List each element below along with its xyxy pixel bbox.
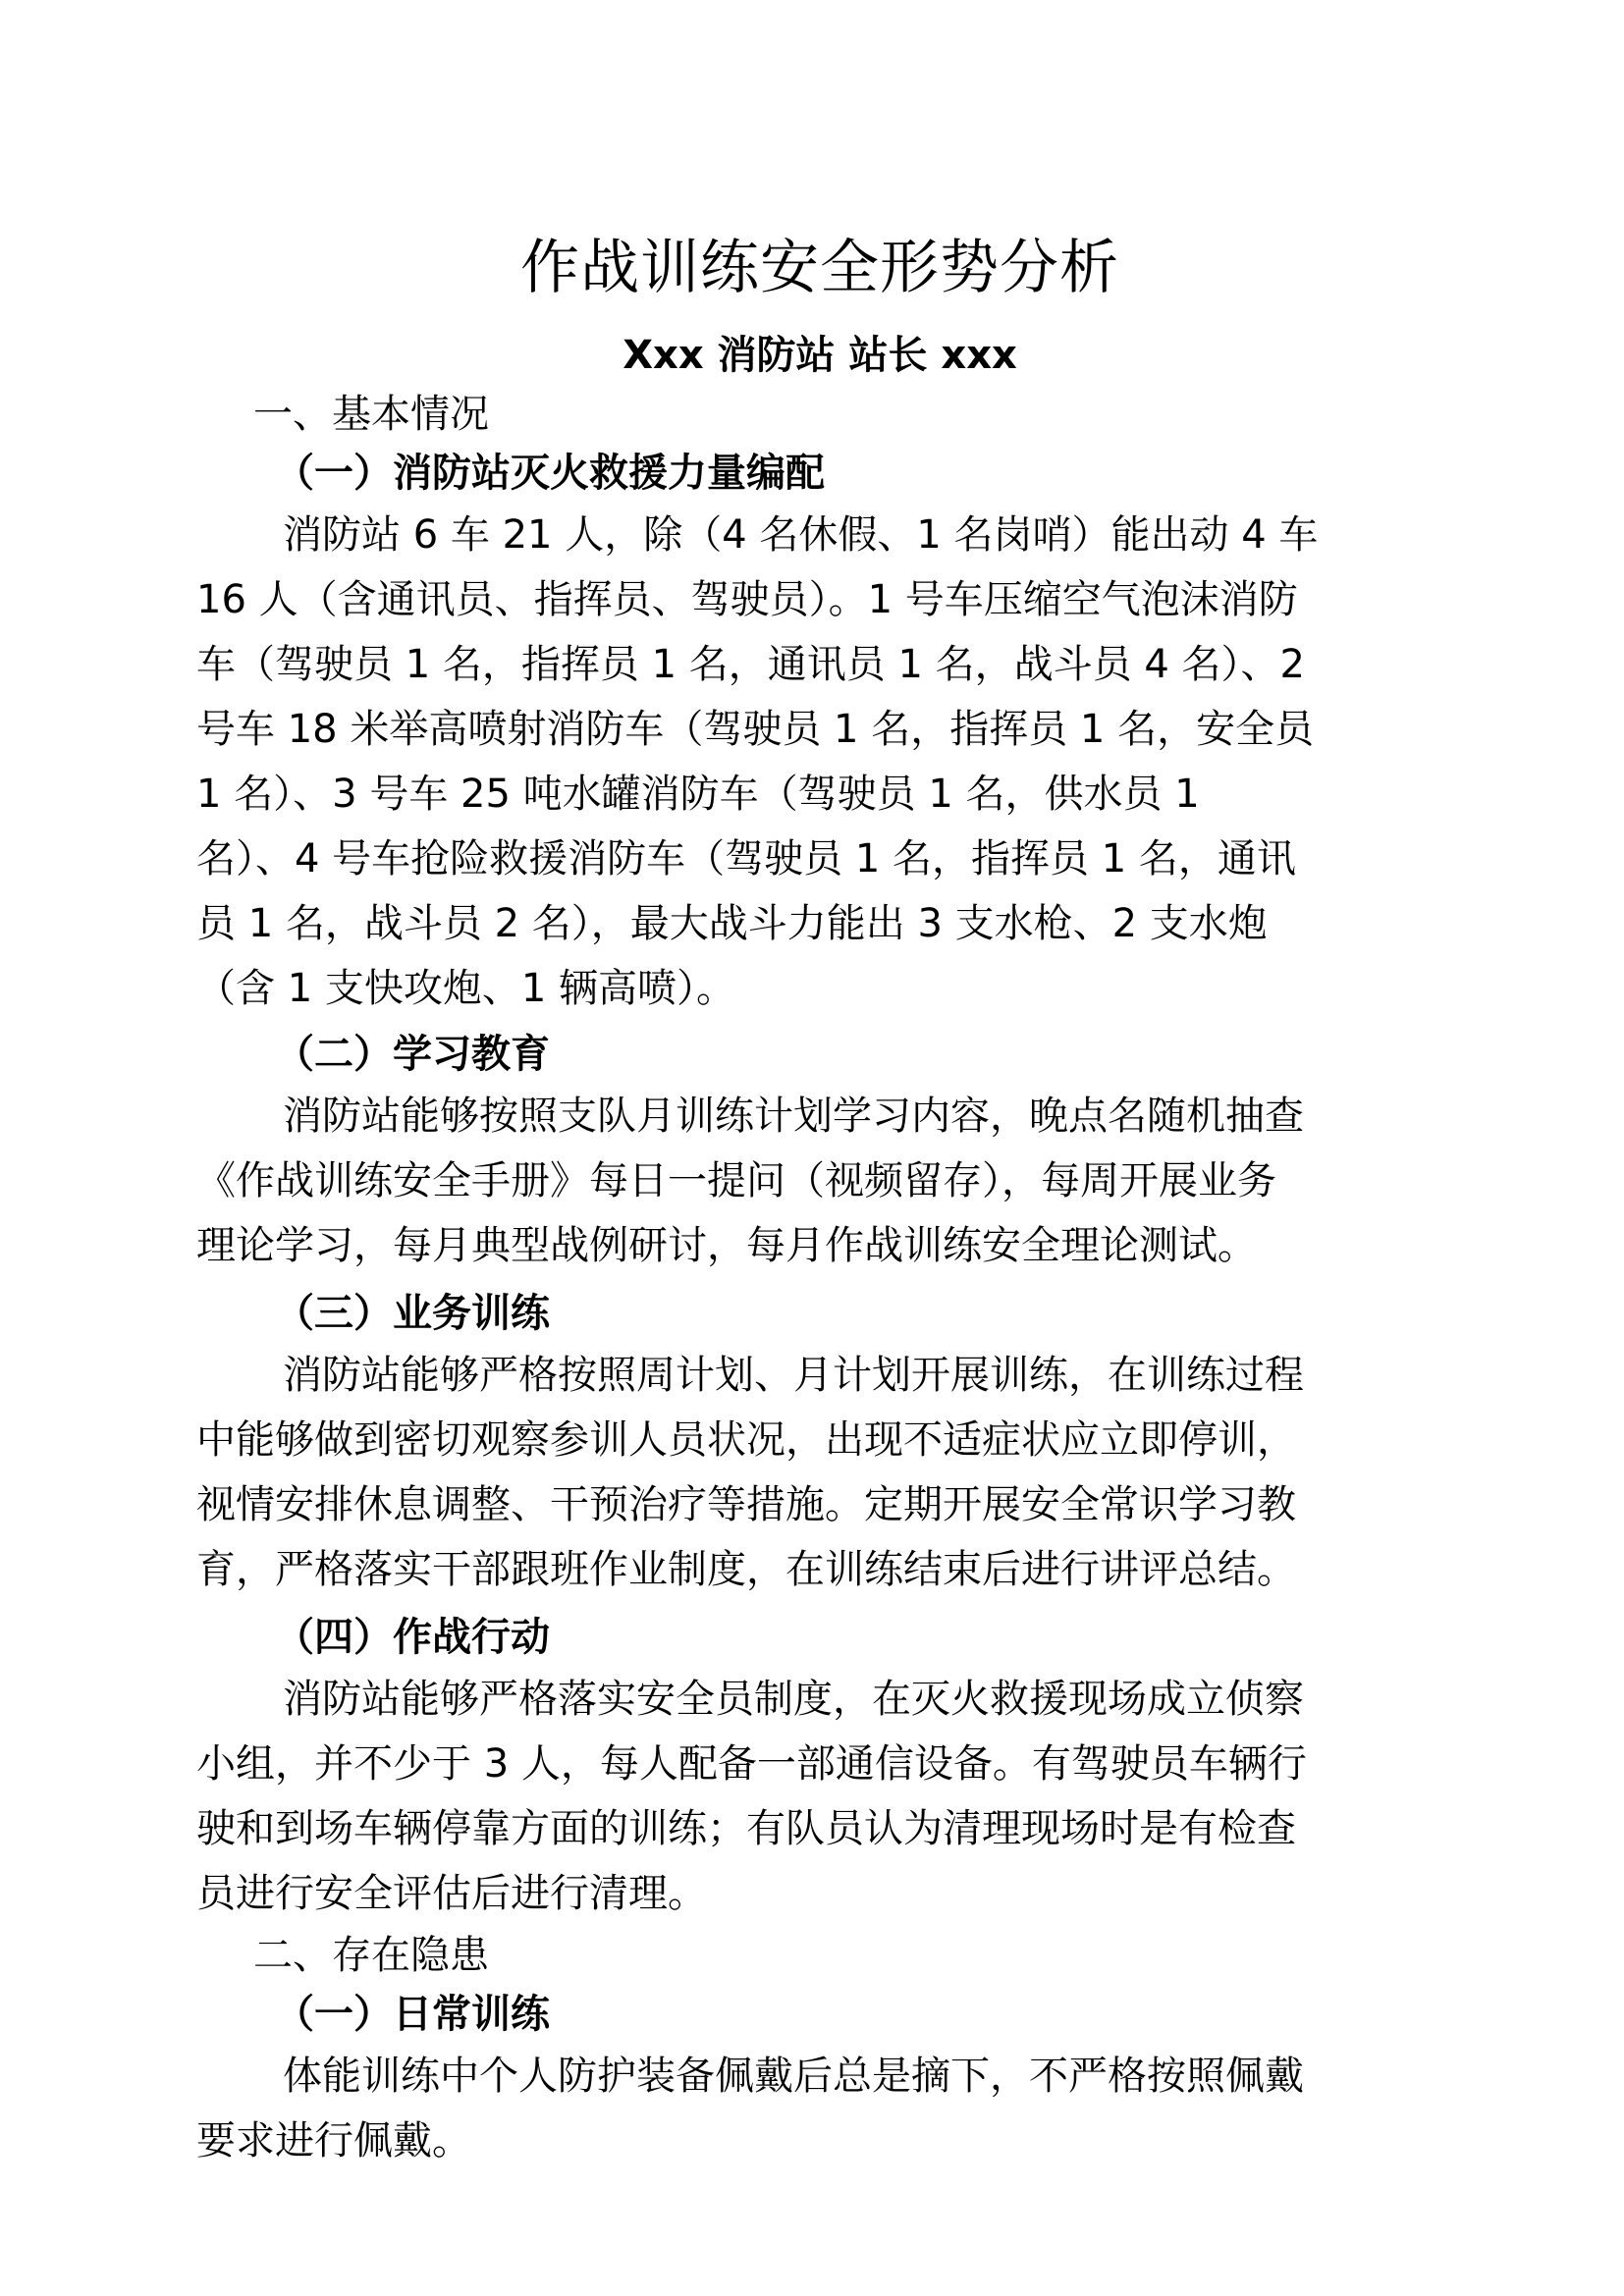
subsection-heading-business-training: （三）业务训练 xyxy=(275,1291,550,1336)
paragraph-line: 消防站能够严格落实安全员制度，在灭火救援现场成立侦察 xyxy=(283,1677,1304,1722)
paragraph-line: 育，严格落实干部跟班作业制度，在训练结束后进行讲评总结。 xyxy=(196,1547,1296,1592)
paragraph-line: 消防站能够按照支队月训练计划学习内容，晚点名随机抽查 xyxy=(283,1094,1304,1139)
paragraph-line: 1 名）、3 号车 25 吨水罐消防车（驾驶员 1 名，供水员 1 xyxy=(196,772,1200,817)
paragraph-combat-operations xyxy=(196,1667,1443,1926)
subsection-heading-force-allocation: （一）消防站灭火救援力量编配 xyxy=(275,451,825,496)
paragraph-line: 消防站 6 车 21 人，除（4 名休假、1 名岗哨）能出动 4 车 xyxy=(283,512,1319,558)
paragraph-line: 要求进行佩戴。 xyxy=(196,2118,471,2163)
section-heading-basic-situation: 一、基本情况 xyxy=(253,392,489,437)
paragraph-line: 视情安排休息调整、干预治疗等措施。定期开展安全常识学习教 xyxy=(196,1482,1296,1527)
paragraph-line: 消防站能够严格按照周计划、月计划开展训练，在训练过程 xyxy=(283,1353,1304,1398)
paragraph-line: 名）、4 号车抢险救援消防车（驾驶员 1 名，指挥员 1 名，通讯 xyxy=(196,836,1296,881)
paragraph-line: 员 1 名，战斗员 2 名），最大战斗力能出 3 支水枪、2 支水炮 xyxy=(196,901,1268,946)
document-page xyxy=(196,224,1443,2173)
paragraph-business-training xyxy=(196,1343,1443,1602)
subsection-heading-study-education: （二）学习教育 xyxy=(275,1032,550,1077)
paragraph-force-allocation xyxy=(196,503,1443,1021)
section-heading-hidden-dangers: 二、存在隐患 xyxy=(253,1933,489,1978)
paragraph-line: 小组，并不少于 3 人，每人配备一部通信设备。有驾驶员车辆行 xyxy=(196,1741,1307,1787)
paragraph-line: （含 1 支快攻炮、1 辆高喷）。 xyxy=(196,966,736,1011)
paragraph-line: 员进行安全评估后进行清理。 xyxy=(196,1871,707,1916)
document-title: 作战训练安全形势分析 xyxy=(520,234,1119,302)
paragraph-line: 体能训练中个人防护装备佩戴后总是摘下，不严格按照佩戴 xyxy=(283,2054,1304,2099)
paragraph-line: 中能够做到密切观察参训人员状况，出现不适症状应立即停训， xyxy=(196,1417,1296,1463)
subsection-heading-combat-operations: （四）作战行动 xyxy=(275,1615,550,1660)
paragraph-line: 号车 18 米举高喷射消防车（驾驶员 1 名，指挥员 1 名，安全员 xyxy=(196,707,1315,752)
paragraph-line: 驶和到场车辆停靠方面的训练；有队员认为清理现场时是有检查 xyxy=(196,1806,1296,1851)
paragraph-daily-training xyxy=(196,2044,1443,2173)
paragraph-line: 《作战训练安全手册》每日一提问（视频留存），每周开展业务 xyxy=(196,1158,1276,1203)
paragraph-line: 车（驾驶员 1 名，指挥员 1 名，通讯员 1 名，战斗员 4 名）、2 xyxy=(196,642,1305,687)
paragraph-line: 16 人（含通讯员、指挥员、驾驶员）。1 号车压缩空气泡沫消防 xyxy=(196,577,1298,622)
subsection-heading-daily-training: （一）日常训练 xyxy=(275,1992,550,2037)
paragraph-study-education xyxy=(196,1084,1443,1278)
paragraph-line: 理论学习，每月典型战例研讨，每月作战训练安全理论测试。 xyxy=(196,1223,1257,1268)
document-author: Xxx 消防站 站长 xxx xyxy=(623,333,1017,378)
